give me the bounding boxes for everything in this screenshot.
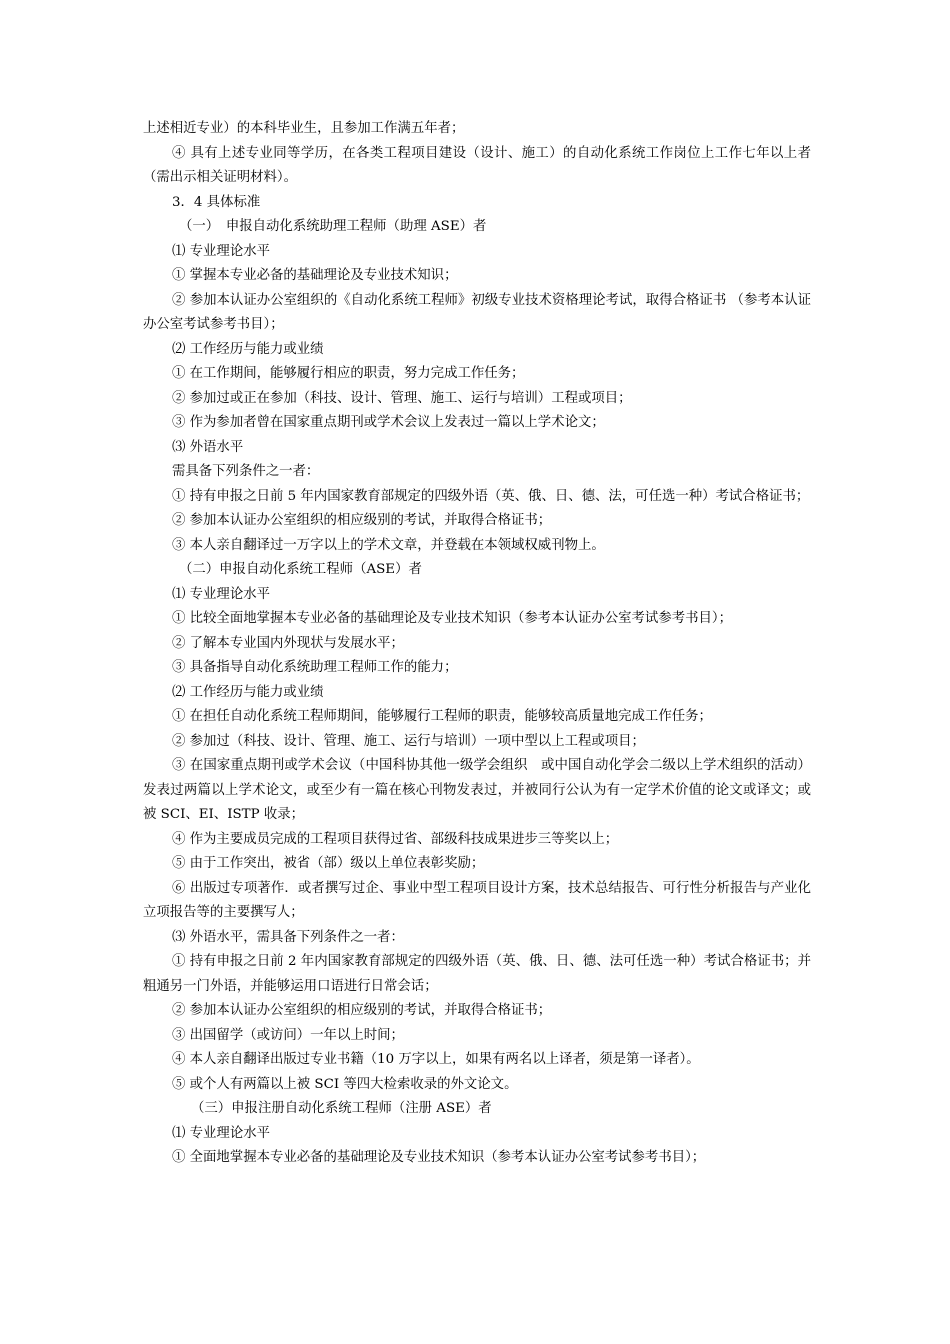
list-item: ④ 本人亲自翻译出版过专业书籍（10 万字以上，如果有两名以上译者，须是第一译者）。: [172, 1052, 700, 1067]
subsection-heading: （二）申报自动化系统工程师（ASE）者: [179, 562, 422, 577]
document-body: [143, 117, 811, 1171]
item-heading: ⑶ 外语水平，需具备下列条件之一者：: [172, 929, 404, 945]
list-item: ② 参加本认证办公室组织的《自动化系统工程师》初级专业技术资格理论考试，取得合格证书 （参考本认证办公室考试参考书目）；: [143, 292, 811, 332]
list-item: ③ 出国留学（或访问）一年以上时间；: [172, 1027, 404, 1043]
paragraph: ④ 具有上述专业同等学历，在各类工程项目建设（设计、施工）的自动化系统工作岗位上工作七年以上者（需出示相关证明材料）。: [143, 145, 811, 185]
item-heading: ⑴ 专业理论水平: [172, 243, 270, 259]
list-item: ⑤ 由于工作突出，被省（部）级以上单位表彰奖励；: [172, 856, 485, 871]
item-heading: ⑵ 工作经历与能力或业绩: [172, 341, 324, 357]
list-item: ③ 具备指导自动化系统助理工程师工作的能力；: [172, 660, 458, 675]
list-item: ① 在担任自动化系统工程师期间，能够履行工程师的职责，能够较高质量地完成工作任务；: [172, 709, 712, 724]
section-heading: 3．4 具体标准: [172, 194, 261, 210]
subsection-heading: （一） 申报自动化系统助理工程师（助理 ASE）者: [179, 219, 487, 234]
paragraph: 上述相近专业）的本科毕业生，且参加工作满五年者；: [143, 121, 465, 136]
item-heading: ⑶ 外语水平: [172, 439, 244, 455]
list-item: ② 了解本专业国内外现状与发展水平；: [172, 635, 404, 651]
list-item: ① 掌握本专业必备的基础理论及专业技术知识；: [172, 268, 458, 283]
list-item: ⑤ 或个人有两篇以上被 SCI 等四大检索收录的外文论文。: [172, 1076, 518, 1092]
list-item: ④ 作为主要成员完成的工程项目获得过省、部级科技成果进步三等奖以上；: [172, 831, 619, 847]
list-item: ① 持有申报之日前 5 年内国家教育部规定的四级外语（英、俄、日、德、法，可任选一种）考试合格证书；: [172, 488, 810, 504]
list-item: ① 全面地掌握本专业必备的基础理论及专业技术知识（参考本认证办公室考试参考书目）；: [172, 1150, 706, 1165]
list-item: ② 参加过（科技、设计、管理、施工、运行与培训）一项中型以上工程或项目；: [172, 733, 645, 749]
list-item: ② 参加过或正在参加（科技、设计、管理、施工、运行与培训）工程或项目；: [172, 390, 632, 406]
item-heading: ⑵ 工作经历与能力或业绩: [172, 684, 324, 700]
list-item: ① 持有申报之日前 2 年内国家教育部规定的四级外语（英、俄、日、德、法可任选一种）考试合格证书；并粗通另一门外语，并能够运用口语进行日常会话；: [143, 954, 811, 994]
list-item: ③ 本人亲自翻译过一万字以上的学术文章，并登载在本领域权威刊物上。: [172, 537, 605, 553]
list-item: ⑥ 出版过专项著作．或者撰写过企、事业中型工程项目设计方案，技术总结报告、可行性分析报告与产业化立项报告等的主要撰写人；: [143, 880, 811, 920]
list-item: ③ 在国家重点期刊或学术会议（中国科协其他一级学会组织 或中国自动化学会二级以上学术组织的活动）发表过两篇以上学术论文，或至少有一篇在核心刊物发表过，并被同行公认为有一定学术价值的论文或译文；或被 SCI、EI、ISTP 收录；: [143, 758, 811, 822]
list-item: ② 参加本认证办公室组织的相应级别的考试，并取得合格证书；: [172, 1003, 552, 1018]
item-heading: ⑴ 专业理论水平: [172, 586, 270, 602]
list-item: ① 比较全面地掌握本专业必备的基础理论及专业技术知识（参考本认证办公室考试参考书目）；: [172, 611, 732, 626]
paragraph: 需具备下列条件之一者：: [172, 464, 320, 479]
list-item: ① 在工作期间，能够履行相应的职责，努力完成工作任务；: [172, 366, 525, 381]
list-item: ③ 作为参加者曾在国家重点期刊或学术会议上发表过一篇以上学术论文；: [172, 415, 605, 430]
item-heading: ⑴ 专业理论水平: [172, 1125, 270, 1141]
list-item: ② 参加本认证办公室组织的相应级别的考试，并取得合格证书；: [172, 513, 552, 528]
subsection-heading: （三）申报注册自动化系统工程师（注册 ASE）者: [191, 1101, 492, 1116]
